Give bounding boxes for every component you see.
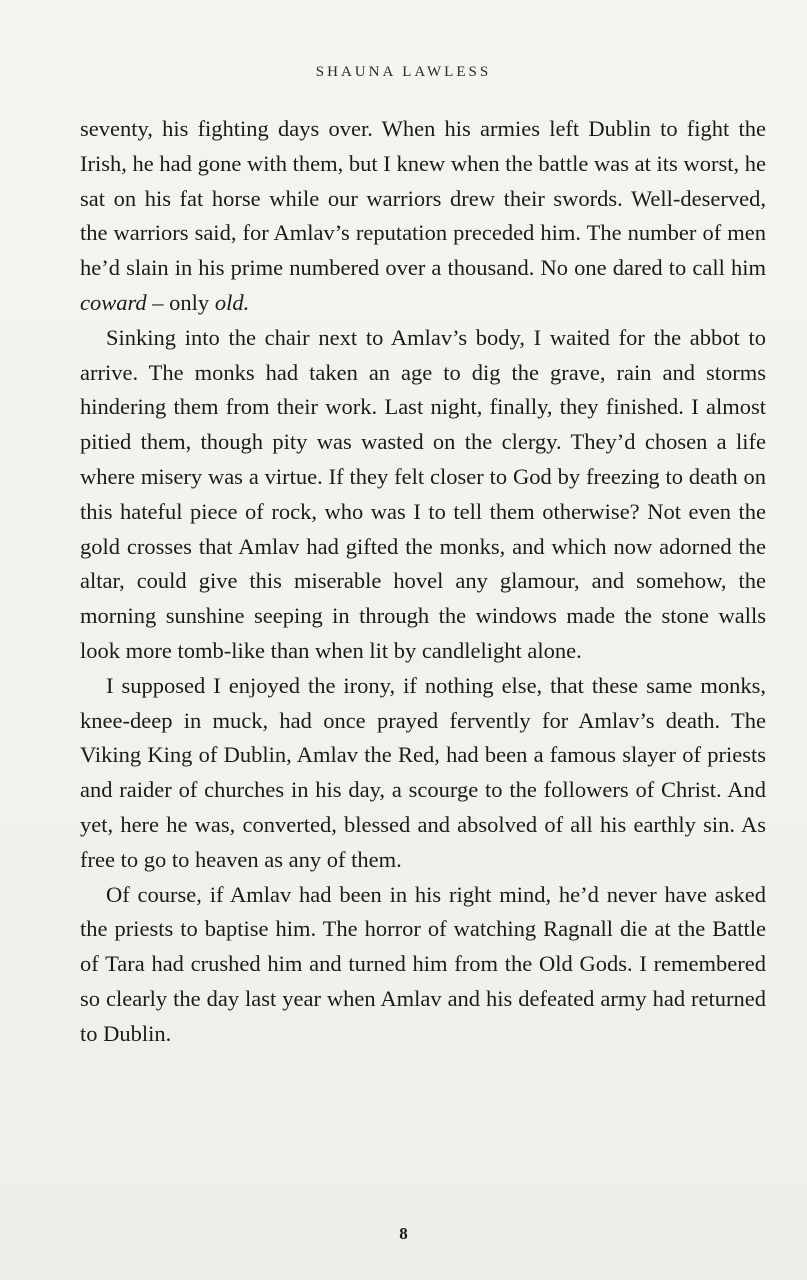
italic-word-coward: coward — [80, 289, 147, 315]
paragraph-1-text: seventy, his fighting days over. When his armies left Dublin to fight the Irish, he had gone with them, but I knew when the battle was at its worst, he sat on his fat horse while our warriors drew their swords. Well-deserved, the warriors said, for Amlav’s reputation preceded him. The number of men he’d slain in his prime numbered over a thousand. No one dared to call him — [80, 116, 766, 281]
body-text — [80, 112, 766, 1052]
paragraph-2: Sinking into the chair next to Amlav’s body, I waited for the abbot to arrive. The monks had taken an age to dig the grave, rain and storms hindering them from their work. Last night, finally, they finished. I almost pitied them, though pity was wasted on the clergy. They’d chosen a life where misery was a virtue. If they felt closer to God by freezing to death on this hateful piece of rock, who was I to tell them otherwise? Not even the gold crosses that Amlav had gifted the monks, and which now adorned the altar, could give this miserable hovel any glamour, and somehow, the morning sunshine seeping in through the windows made the stone walls look more tomb-like than when lit by candlelight alone. — [80, 324, 766, 663]
paragraph-4: Of course, if Amlav had been in his right mind, he’d never have asked the priests to baptise him. The horror of watching Ragnall die at the Battle of Tara had crushed him and turned him from the Old Gods. I remembered so clearly the day last year when Amlav and his defeated army had returned to Dublin. — [80, 881, 766, 1046]
paragraph-1-dash: – only — [146, 289, 215, 315]
page-number: 8 — [399, 1224, 408, 1243]
paragraph-3: I supposed I enjoyed the irony, if nothing else, that these same monks, knee-deep in muck, had once prayed fervently for Amlav’s death. The Viking King of Dublin, Amlav the Red, had been a famous slayer of priests and raider of churches in his day, a scourge to the followers of Christ. And yet, here he was, converted, blessed and absolved of all his earthly sin. As free to go to heaven as any of them. — [80, 672, 766, 872]
running-head-author: SHAUNA LAWLESS — [315, 64, 492, 80]
italic-word-old: old. — [214, 289, 250, 315]
paragraph-1 — [80, 112, 766, 321]
